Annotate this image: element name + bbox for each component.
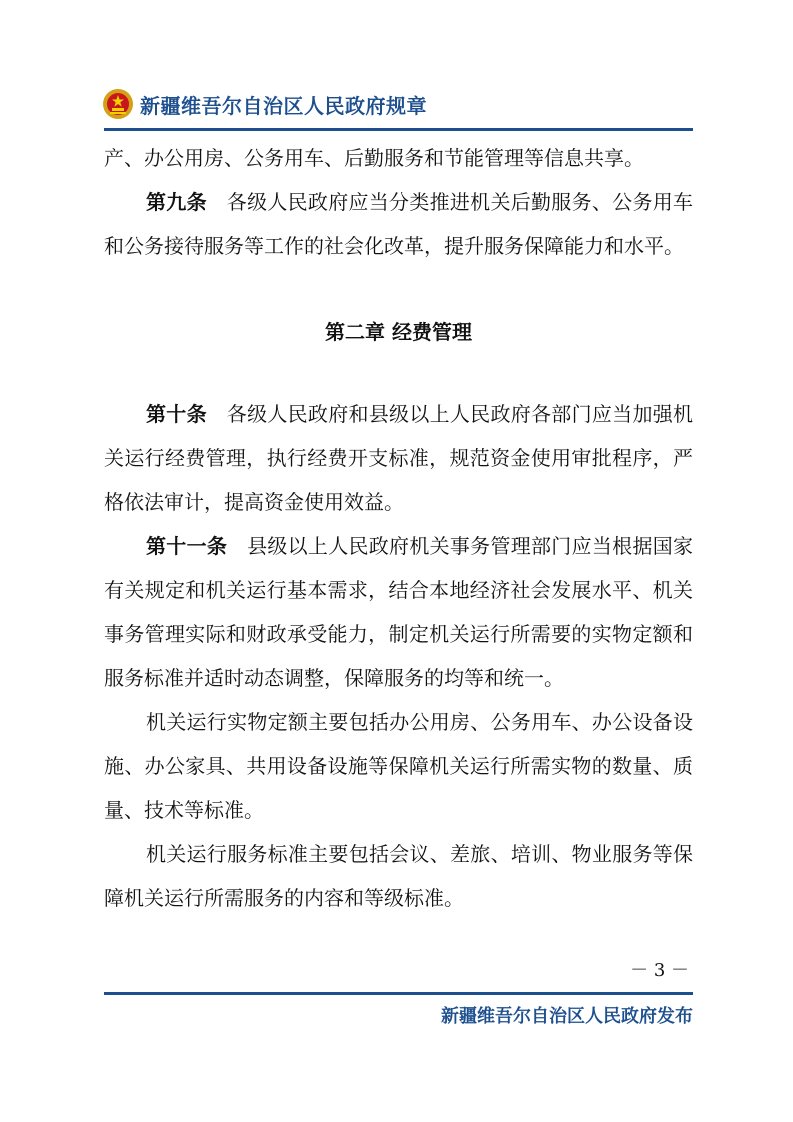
document-body (104, 136, 693, 920)
paragraph-continuation: 产、办公用房、公务用车、后勤服务和节能管理等信息共享。 (104, 146, 644, 170)
header-title: 新疆维吾尔自治区人民政府规章 (140, 93, 427, 118)
paragraph-physical-quotas: 机关运行实物定额主要包括办公用房、公务用车、办公设备设施、办公家具、共用设备设施等保障机关运行所需实物的数量、质量、技术等标准。 (104, 710, 693, 822)
article-9-label: 第九条 (146, 190, 207, 214)
article-11-text: 县级以上人民政府机关事务管理部门应当根据国家有关规定和机关运行基本需求，结合本地经济社会发展水平、机关事务管理实际和财政承受能力，制定机关运行所需要的实物定额和服务标准并适时动态调整，保障服务的均等和统一。 (104, 534, 694, 690)
article-11 (104, 524, 693, 700)
page-number: － 3 － (630, 960, 689, 981)
article-9-text: 各级人民政府应当分类推进机关后勤服务、公务用车和公务接待服务等工作的社会化改革，提升服务保障能力和水平。 (104, 190, 694, 258)
national-emblem-icon (102, 88, 134, 120)
article-10 (104, 392, 693, 524)
paragraph-service-standards: 机关运行服务标准主要包括会议、差旅、培训、物业服务等保障机关运行所需服务的内容和等级标准。 (104, 842, 693, 910)
header-divider (104, 128, 693, 131)
footer-divider (104, 992, 693, 995)
article-10-label: 第十条 (146, 402, 207, 426)
article-11-label: 第十一条 (146, 534, 228, 558)
chapter-heading: 第二章 经费管理 (325, 320, 472, 344)
article-10-text: 各级人民政府和县级以上人民政府各部门应当加强机关运行经费管理，执行经费开支标准，规范资金使用审批程序，严格依法审计，提高资金使用效益。 (104, 402, 694, 514)
document-header (102, 82, 427, 126)
article-9 (104, 180, 693, 268)
footer-publisher: 新疆维吾尔自治区人民政府发布 (441, 1006, 693, 1027)
